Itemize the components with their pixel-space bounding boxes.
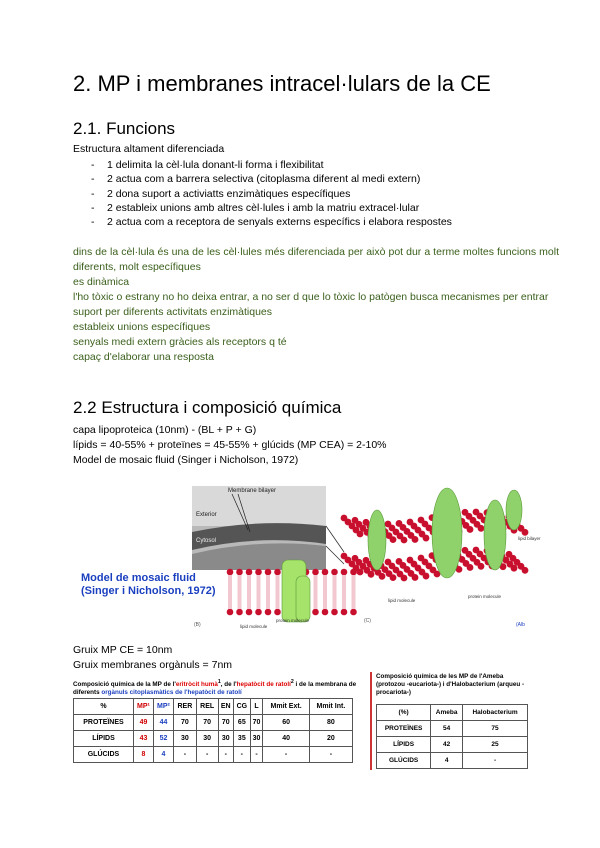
table-header-row (377, 705, 528, 721)
lipid-head (350, 569, 357, 576)
lipid-head (467, 526, 474, 533)
note: es dinàmica (73, 276, 130, 288)
lipid-head (412, 536, 419, 543)
note: estableix unions específiques (73, 321, 211, 333)
lipid-head (390, 536, 397, 543)
lipid-head (390, 574, 397, 581)
table-cell: - (218, 747, 234, 763)
lipid-head (423, 535, 430, 542)
lipid-head (401, 575, 408, 582)
note: capaç d'elaborar una resposta (73, 351, 214, 363)
table-row (377, 721, 528, 737)
protein (432, 488, 462, 578)
table-cell: 8 (133, 747, 153, 763)
table-left-caption (73, 678, 363, 697)
note: senyals medi extern gràcies als receptors q té (73, 336, 287, 348)
table-header-cell: REL (196, 699, 218, 715)
table-header-cell: Mmit Ext. (263, 699, 309, 715)
table-cell: - (196, 747, 218, 763)
protein (296, 576, 310, 622)
caption-part: i de la membrana de diferents (73, 681, 357, 697)
lipid-tail (352, 575, 356, 609)
lipid-head (331, 569, 338, 576)
list-item: - 2 estableix unions amb altres cèl·lules i amb la matriu extracel·lular (73, 201, 452, 215)
model-title-line: (Singer i Nicholson, 1972) (81, 585, 216, 597)
table-cell: 44 (153, 715, 173, 731)
lipid-head (522, 529, 529, 536)
table-cell: - (173, 747, 196, 763)
table-cell: 30 (173, 731, 196, 747)
table-cell: 35 (234, 731, 251, 747)
lipid-head (227, 569, 234, 576)
lipid-head (357, 569, 364, 576)
list-item: - 2 actua com a receptora de senyals externs específics i elabora respostes (73, 215, 452, 229)
table-cell: 20 (309, 731, 352, 747)
protein (506, 490, 522, 530)
caption-part: 1 (217, 679, 221, 685)
figure-label: lipid molecule (388, 598, 416, 603)
table-cell: - (263, 747, 309, 763)
thickness-line: Gruix MP CE = 10nm (73, 644, 173, 656)
membrane-illustration (192, 480, 541, 629)
caption-part: hepatòcit de ratolí (236, 681, 291, 689)
lipid-head (265, 569, 272, 576)
table-header-cell: % (74, 699, 134, 715)
composition-table-left (73, 698, 353, 763)
table-header-cell: Halobacterium (463, 705, 528, 721)
lipid-head (522, 567, 529, 574)
figure-label: (B) (194, 622, 201, 628)
table-cell: 60 (263, 715, 309, 731)
table-cell: 80 (309, 715, 352, 731)
table-header-cell: Mmit Int. (309, 699, 352, 715)
lipid-tail (266, 575, 270, 609)
table-row-label: PROTEÏNES (377, 721, 431, 737)
lipid-tail (276, 575, 280, 609)
table-divider (370, 672, 372, 770)
table-cell: 70 (218, 715, 234, 731)
table-row (377, 737, 528, 753)
table-cell: 30 (218, 731, 234, 747)
section-2-title: 2.2 Estructura i composició química (73, 398, 342, 417)
table-row (74, 731, 353, 747)
table-row-label: GLÚCIDS (377, 753, 431, 769)
table-row-label: GLÚCIDS (74, 747, 134, 763)
table-cell: 30 (196, 731, 218, 747)
lipid-head (312, 569, 319, 576)
lipid-head (350, 609, 357, 616)
table-row-label: LÍPIDS (74, 731, 134, 747)
figure-label: (C) (364, 618, 371, 624)
table-cell: 70 (173, 715, 196, 731)
list-item: - 1 delimita la cèl·lula donant-li forma i flexibilitat (73, 158, 452, 172)
table-row-label: LÍPIDS (377, 737, 431, 753)
protein (368, 510, 386, 570)
table-cell: - (309, 747, 352, 763)
function-list (73, 158, 452, 229)
table-cell: 25 (463, 737, 528, 753)
table-header-cell: CG (234, 699, 251, 715)
lipid-tail (323, 575, 327, 609)
table-cell: 4 (153, 747, 173, 763)
figure-label: lipid bilayer (518, 536, 541, 541)
lipid-head (478, 525, 485, 532)
lipid-head (312, 609, 319, 616)
mosaic-model-figure (192, 480, 541, 629)
micrograph-label: Cytosol (196, 538, 217, 544)
lipid-head (255, 609, 262, 616)
note: dins de la cèl·lula és una de les cèl·lules més diferenciada per això pot dur a terme moltes funcions molt diferents, molt específiques (73, 246, 559, 273)
table-header-cell: (%) (377, 705, 431, 721)
composition-line: Model de mosaic fluid (Singer i Nicholson, 1972) (73, 454, 299, 466)
table-header-cell: RER (173, 699, 196, 715)
notes (73, 245, 559, 365)
lipid-tail (238, 575, 242, 609)
lipid-head (236, 609, 243, 616)
table-cell: - (234, 747, 251, 763)
lipid-tail (247, 575, 251, 609)
model-title-line: Model de mosaic fluid (81, 572, 196, 584)
table-cell: 43 (133, 731, 153, 747)
lipid-head (265, 609, 272, 616)
lipid-head (274, 569, 281, 576)
lipid-head (255, 569, 262, 576)
table-cell: 42 (431, 737, 463, 753)
lipid-tail (257, 575, 261, 609)
caption-part: orgànuls citoplasmàtics de l'hepatòcit de ratolí (101, 689, 242, 697)
table-header-cell: EN (218, 699, 234, 715)
lipid-head (322, 569, 329, 576)
lipid-head (341, 609, 348, 616)
protein (484, 500, 506, 570)
micrograph-label: Exterior (196, 512, 217, 518)
table-cell: - (250, 747, 263, 763)
table-cell: 52 (153, 731, 173, 747)
table-cell: 65 (234, 715, 251, 731)
lipid-tail (333, 575, 337, 609)
note: suport per diferents activitats enzimàtiques (73, 306, 273, 318)
lipid-head (236, 569, 243, 576)
figure-label: (Alb (516, 622, 525, 628)
figure-label: protein molecule (276, 618, 310, 623)
list-item: - 2 dona suport a activiatts enzimàtiques específiques (73, 187, 452, 201)
composition-line: lípids = 40-55% + proteïnes = 45-55% + glúcids (MP CEA) = 2-10% (73, 439, 387, 451)
model-title (81, 572, 215, 598)
composition-line: capa lipoproteica (10nm) - (BL + P + G) (73, 424, 257, 436)
lipid-head (357, 531, 364, 538)
table-row (74, 747, 353, 763)
lipid-head (467, 564, 474, 571)
figure-label: protein molecule (468, 594, 502, 599)
lipid-head (401, 537, 408, 544)
lipid-head (227, 609, 234, 616)
table-cell: 54 (431, 721, 463, 737)
caption-part: 2 (290, 679, 294, 685)
table-row-label: PROTEÏNES (74, 715, 134, 731)
micrograph-label: Membrane bilayer (228, 488, 277, 494)
table-row (74, 715, 353, 731)
table-cell: - (463, 753, 528, 769)
thickness-line: Gruix membranes orgànuls = 7nm (73, 659, 233, 671)
lipid-head (412, 574, 419, 581)
lipid-head (379, 573, 386, 580)
table-cell: 75 (463, 721, 528, 737)
lipid-head (246, 569, 253, 576)
lipid-head (246, 609, 253, 616)
lipid-head (341, 569, 348, 576)
table-cell: 30 (250, 731, 263, 747)
list-item: - 2 actua com a barrera selectiva (citoplasma diferent al medi extern) (73, 172, 452, 186)
membrane-3d (341, 488, 529, 581)
lipid-tail (342, 575, 346, 609)
note: l'ho tòxic o estrany no ho deixa entrar, a no ser d que lo tòxic lo patògen busca mecanismes per entrar (73, 291, 549, 303)
lipid-head (368, 571, 375, 578)
composition-table-right (376, 704, 528, 769)
table-cell: 70 (196, 715, 218, 731)
section-1-intro: Estructura altament diferenciada (73, 143, 225, 155)
lipid-head (511, 565, 518, 572)
lipid-head (322, 609, 329, 616)
table-header-cell: MP¹ (133, 699, 153, 715)
table-cell: 4 (431, 753, 463, 769)
page-heading: 2. MP i membranes intracel·lulars de la CE (73, 71, 491, 96)
lipid-head (331, 609, 338, 616)
table-header-cell: Ameba (431, 705, 463, 721)
lipid-head (478, 563, 485, 570)
table-header-cell: MP² (153, 699, 173, 715)
table-header-row (74, 699, 353, 715)
table-header-cell: L (250, 699, 263, 715)
lipid-tail (228, 575, 232, 609)
figure-label: lipid molecule (240, 624, 268, 629)
caption-part: eritròcit humà (175, 681, 218, 689)
section-1-title: 2.1. Funcions (73, 119, 176, 138)
caption-part: Composició química de la MP de l' (73, 681, 176, 689)
lipid-head (274, 609, 281, 616)
table-cell: 49 (133, 715, 153, 731)
table-row (377, 753, 528, 769)
caption-part: , de l' (220, 681, 237, 689)
table-cell: 70 (250, 715, 263, 731)
lipid-head (423, 573, 430, 580)
table-right-caption: Composició química de les MP de l'Ameba (protozou -eucariota-) i d'Halobacterium (arqueu -procariota-) (376, 673, 525, 696)
lipid-tail (314, 575, 318, 609)
table-cell: 40 (263, 731, 309, 747)
